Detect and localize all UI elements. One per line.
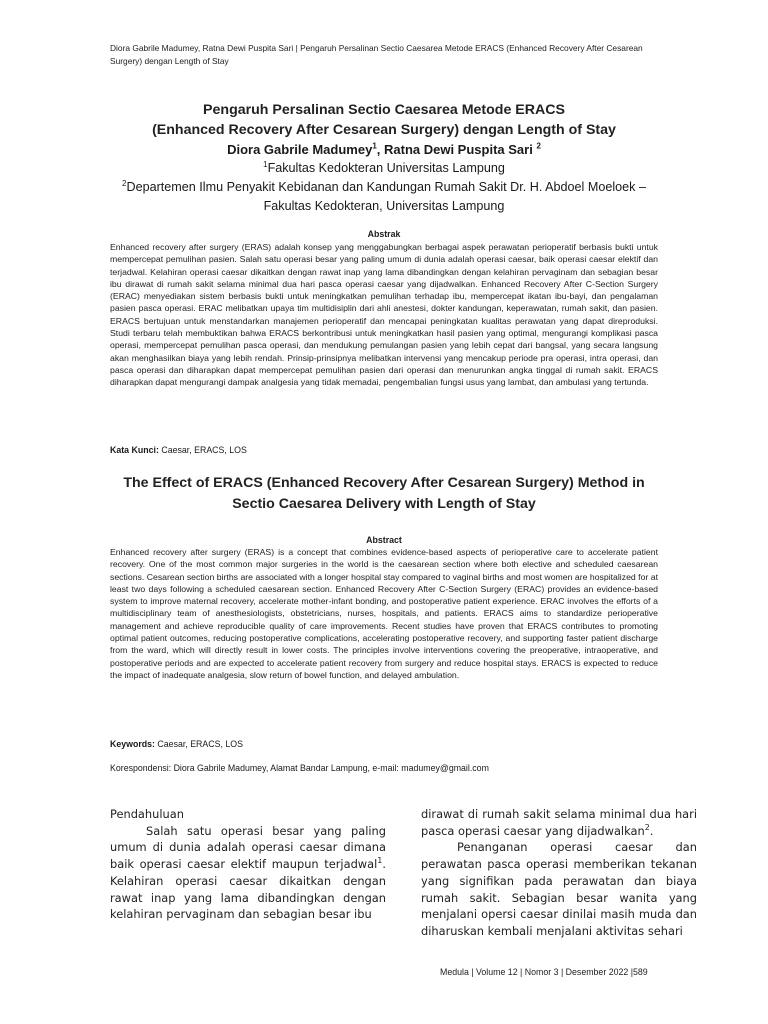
- abstract-heading: Abstract: [366, 535, 402, 545]
- abstract-body: Enhanced recovery after surgery (ERAS) is a concept that combines evidence-based aspects of perioperative care to accelerate patient recovery. One of the most common major surgeries in the world is the caesarean section where both elective and scheduled caesarean sections. Cesarean section births are associated with a longer hospital stay compared to vaginal births and most women are hospitalized for at least two days following a scheduled caesarean section. Enhanced Recovery After C-Section Surgery (ERAC) provides an evidence-based system to improve maternal recovery, accelerate mother-infant bonding, and postoperative patient experience. ERAC involves the efforts of a multidisciplinary team of anesthesiologists, obstetricians, nurses, hospitals, and patients. ERACS aims to standardize perioperative management and achieve reproducible quality of care improvements. Recent studies have proven that ERACS contributes to promoting optimal patient outcomes, reducing postoperative complications, accelerating postoperative recovery, and supporting faster patient discharge from the ward, which will directly result in lower costs. The principles involve interventions covering the preoperative, intraoperative, and postoperative periods and are expected to accelerate patient recovery from surgery and reduce hospital stays. ERACS is expected to reduce the impact of inadequate analgesia, slow return of bowel function, and delayed ambulation.: [110, 547, 658, 680]
- kata-kunci-value: Caesar, ERACS, LOS: [158, 445, 247, 455]
- paragraph-right-1: [421, 806, 697, 839]
- body-column-right: [421, 806, 697, 940]
- affiliation-1: [100, 159, 668, 178]
- article-title-line2: (Enhanced Recovery After Cesarean Surgery) dengan Length of Stay: [152, 122, 616, 138]
- affiliation-2: [100, 178, 668, 197]
- page-footer: Medula | Volume 12 | Nomor 3 | Desember 2022 |589: [440, 967, 648, 977]
- section-heading: Pendahuluan: [110, 807, 184, 821]
- kata-kunci-label: Kata Kunci:: [110, 445, 159, 455]
- article-title-line1: Pengaruh Persalinan Sectio Caesarea Metode ERACS: [203, 102, 565, 118]
- keywords-value: Caesar, ERACS, LOS: [154, 739, 243, 749]
- abstrak-heading: Abstrak: [367, 229, 401, 239]
- affiliation-2-line2: Fakultas Kedokteran, Universitas Lampung: [263, 199, 505, 213]
- author-2-sup: 2: [536, 141, 541, 151]
- author-1: Diora Gabrile Madumey: [227, 142, 373, 157]
- affiliation-1-sup: 1: [263, 159, 268, 169]
- english-title: [100, 473, 668, 515]
- affiliation-2-line1: Departemen Ilmu Penyakit Kebidanan dan Kandungan Rumah Sakit Dr. H. Abdoel Moeloek –: [126, 180, 646, 194]
- author-list: [100, 140, 668, 159]
- correspondence: Korespondensi: Diora Gabrile Madumey, Alamat Bandar Lampung, e-mail: madumey@gmail.com: [110, 763, 489, 773]
- author-2: Ratna Dewi Puspita Sari: [384, 142, 537, 157]
- paragraph-right-1-text-a: dirawat di rumah sakit selama minimal dua hari pasca operasi caesar yang dijadwalkan: [421, 807, 697, 838]
- english-title-line1: The Effect of ERACS (Enhanced Recovery After Cesarean Surgery) Method in: [123, 475, 645, 491]
- keywords: [110, 738, 658, 750]
- author-1-sup: 1: [372, 141, 377, 151]
- affiliation-2-sup: 2: [122, 178, 127, 188]
- citation-1: 1: [377, 856, 383, 866]
- running-head: Diora Gabrile Madumey, Ratna Dewi Puspita Sari | Pengaruh Persalinan Sectio Caesarea Metode ERACS (Enhanced Recovery After Cesarean Surgery) dengan Length of Stay: [110, 43, 643, 66]
- keywords-label: Keywords:: [110, 739, 155, 749]
- paragraph-right-2: Penanganan operasi caesar dan perawatan pasca operasi memberikan tekanan yang signifikan pada perawatan dan biaya rumah sakit. Sebagian besar wanita yang menjalani opersi caesar dinilai masih muda dan diharuskan kembali menjalani aktivitas sehari: [421, 840, 697, 938]
- paragraph-left: [110, 823, 386, 923]
- affiliation-1-text: Fakultas Kedokteran Universitas Lampung: [267, 161, 505, 175]
- author-separator: ,: [376, 142, 384, 157]
- paragraph-left-text-a: Salah satu operasi besar yang paling umum di dunia adalah operasi caesar dimana baik operasi caesar elektif maupun terjadwal: [110, 823, 386, 872]
- body-column-left: [110, 806, 386, 923]
- paragraph-left-text-b: . Kelahiran operasi caesar dikaitkan dengan rawat inap yang lama dibandingkan dengan kelahiran pervaginam dan sebagian besar ibu: [110, 857, 386, 922]
- english-title-line2: Sectio Caesarea Delivery with Length of Stay: [232, 496, 536, 512]
- title-block: [100, 100, 668, 216]
- abstrak-body: Enhanced recovery after surgery (ERAS) adalah konsep yang menggabungkan berbagai aspek perawatan perioperatif berbasis bukti untuk mempercepat pemulihan pasien. Salah satu operasi besar yang paling umum di dunia adalah operasi caesar, baik operasi caesar elektif dan terjadwal. Kelahiran operasi caesar dikaitkan dengan rawat inap yang lama dibandingkan dengan kelahiran pervaginam dan sebagian besar ibu dirawat di rumah sakit selama minimal dua hari pasca operasi caesar yang dijadwalkan. Enhanced Recovery After C-Section Surgery (ERAC) menyediakan sistem berbasis bukti untuk meningkatkan pemulihan terhadap ibu, mempercepat ikatan ibu-bayi, dan pengalaman pasien pasca operasi. ERAC melibatkan upaya tim multidisiplin dari ahli anestesi, dokter kandungan, keperawatan, rumah sakit, dan pasien. ERACS bertujuan untuk menstandarkan manajemen perioperatif dan mencapai peningkatan kualitas perawatan yang dapat direproduksi. Studi terbaru telah membuktikan bahwa ERACS berkontribusi untuk meningkatkan hasil pasien yang optimal, mengurangi komplikasi pasca operasi, mempercepat pemulihan pasca operasi, dan mendukung pemulangan pasien yang lebih cepat dari bangsal, yang secara langsung akan menghasilkan biaya yang lebih rendah. Prinsip-prinsipnya melibatkan intervensi yang mencakup periode pra operasi, intra operasi, dan pasca operasi dan diharapkan dapat mempercepat pemulihan pasien dari operasi dan menurunkan angka tinggal di rumah sakit. ERACS diharapkan dapat mengurangi dampak analgesia yang tidak memadai, pengembalian fungsi usus yang lambat, dan ambulasi yang tertunda.: [110, 242, 658, 388]
- citation-2: 2: [644, 822, 650, 832]
- kata-kunci: [110, 444, 658, 456]
- paragraph-right-1-text-b: .: [649, 823, 654, 838]
